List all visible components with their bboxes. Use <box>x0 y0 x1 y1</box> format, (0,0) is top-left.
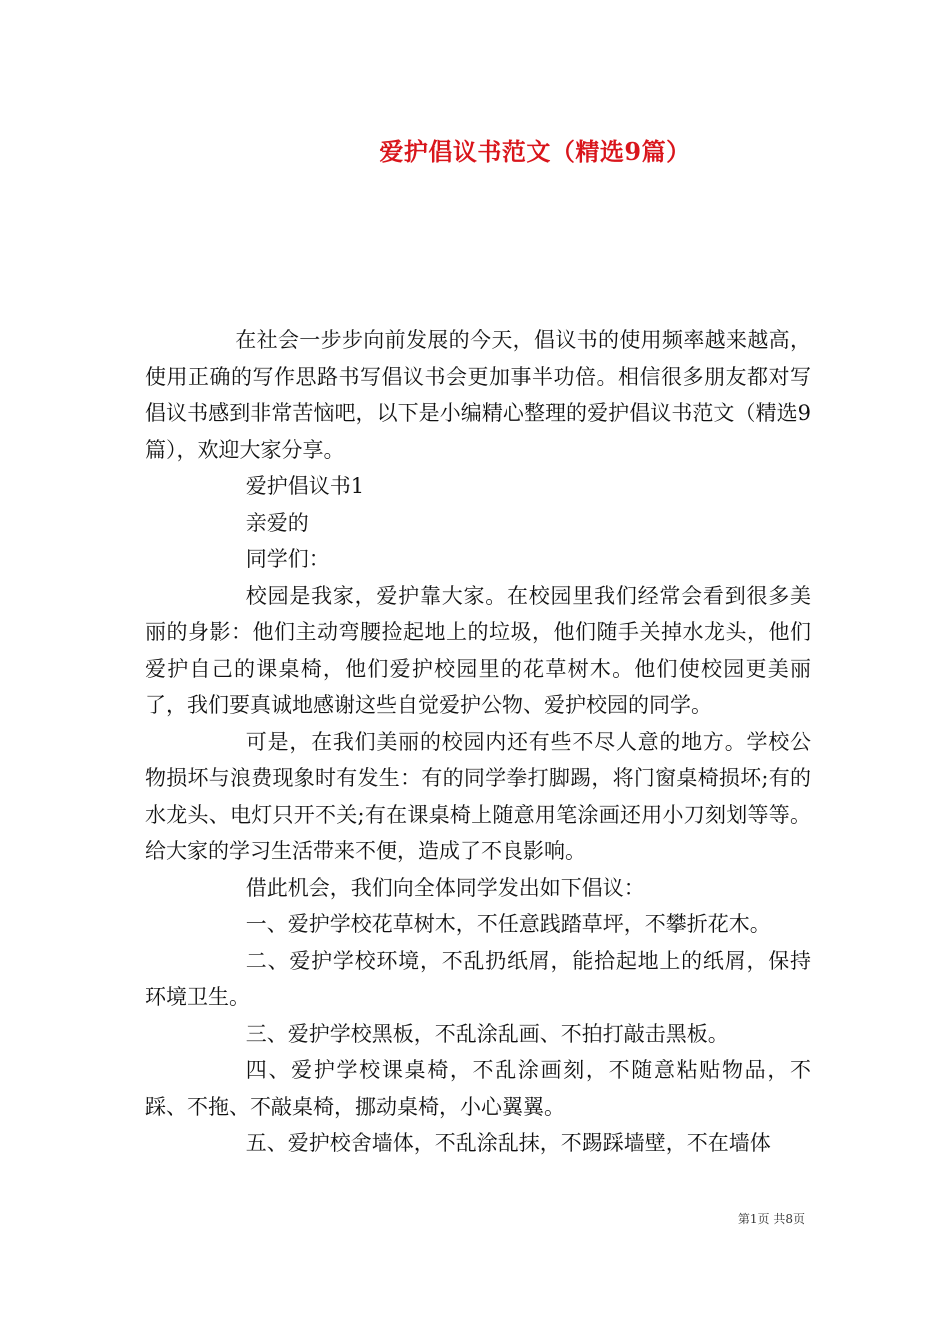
paragraph-campus: 校园是我家，爱护靠大家。在校园里我们经常会看到很多美丽的身影：他们主动弯腰捡起地上的垃圾，他们随手关掉水龙头，他们爱护自己的课桌椅，他们爱护校园里的花草树木。他们使校园更美丽了，我们要真诚地感谢这些自觉爱护公物、爱护校园的同学。 <box>145 583 811 717</box>
salutation-line-2: 同学们： <box>245 547 330 571</box>
paragraph-proposal-intro: 借此机会，我们向全体同学发出如下倡议： <box>245 875 645 900</box>
page-number-footer: 第1页 共8页 <box>737 1212 805 1226</box>
proposal-item-4: 四、爱护学校课桌椅，不乱涂画刻，不随意粘贴物品，不踩、不拖、不敲桌椅，挪动桌椅，小心翼翼。 <box>145 1058 811 1119</box>
proposal-item-5: 五、爱护校舍墙体，不乱涂乱抹，不踢踩墙壁，不在墙体 <box>245 1131 771 1155</box>
salutation-line-1: 亲爱的 <box>245 510 309 535</box>
document-body <box>145 322 811 1162</box>
section-heading: 爱护倡议书1 <box>245 474 365 498</box>
proposal-item-2: 二、爱护学校环境，不乱扔纸屑，能拾起地上的纸屑，保持环境卫生。 <box>145 948 811 1009</box>
proposal-item-1: 一、爱护学校花草树木，不任意践踏草坪，不攀折花木。 <box>245 912 771 936</box>
paragraph-problems: 可是，在我们美丽的校园内还有些不尽人意的地方。学校公物损坏与浪费现象时有发生：有的同学拳打脚踢，将门窗桌椅损坏;有的水龙头、电灯只开不关;有在课桌椅上随意用笔涂画还用小刀刻划等等。给大家的学习生活带来不便，造成了不良影响。 <box>145 729 811 863</box>
document-title: 爱护倡议书范文（精选9篇） <box>379 137 691 166</box>
proposal-item-3: 三、爱护学校黑板，不乱涂乱画、不拍打敲击黑板。 <box>245 1021 729 1046</box>
paragraph-intro: 在社会一步步向前发展的今天，倡议书的使用频率越来越高，使用正确的写作思路书写倡议书会更加事半功倍。相信很多朋友都对写倡议书感到非常苦恼吧，以下是小编精心整理的爱护倡议书范文（精选9篇），欢迎大家分享。 <box>145 328 811 462</box>
